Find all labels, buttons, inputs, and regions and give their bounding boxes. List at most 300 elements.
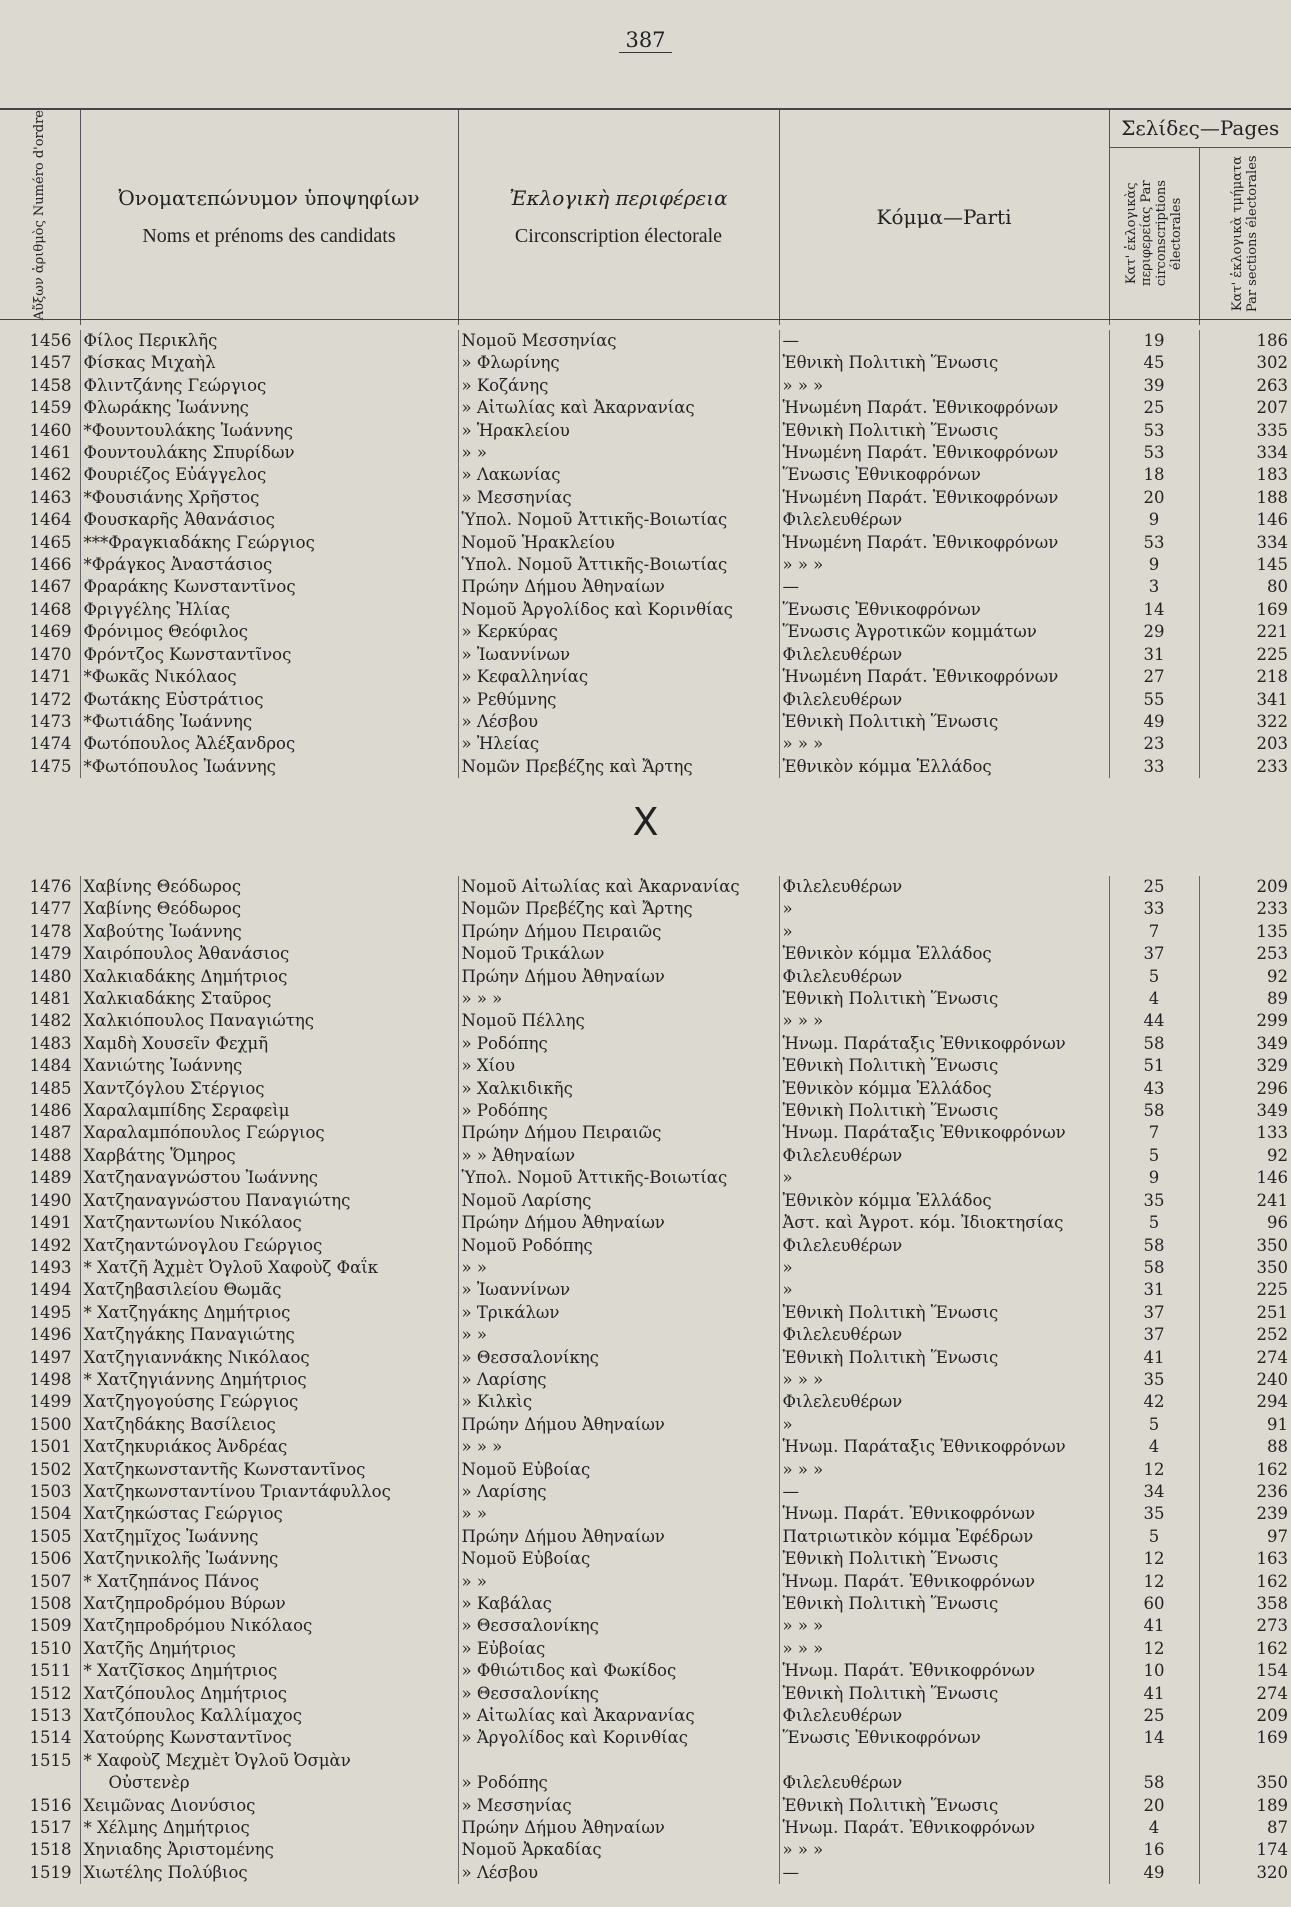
circumscription: Ὑπολ. Νομοῦ Ἀττικῆς-Βοιωτίας xyxy=(458,509,779,531)
page-circ: 25 xyxy=(1109,876,1199,898)
candidate-name: Χατζηκυριάκος Ἀνδρέας xyxy=(80,1436,458,1458)
candidate-name: Χατζῆς Δημήτριος xyxy=(80,1638,458,1660)
row-number: 1471 xyxy=(29,667,72,687)
page-circ: 25 xyxy=(1109,397,1199,419)
party: Ἡνωμένη Παράτ. Ἐθνικοφρόνων xyxy=(779,487,1109,509)
circumscription: » Φλωρίνης xyxy=(458,352,779,374)
candidate-name: Χαντζόγλου Στέργιος xyxy=(80,1078,458,1100)
page-circ: 23 xyxy=(1109,733,1199,755)
row-number: 1484 xyxy=(29,1056,72,1076)
row-number: 1469 xyxy=(29,622,72,642)
row-number: 1511 xyxy=(29,1661,72,1681)
party: Φιλελευθέρων xyxy=(779,509,1109,531)
page-section: 92 xyxy=(1199,1145,1291,1167)
page-section: 162 xyxy=(1199,1571,1291,1593)
party: Φιλελευθέρων xyxy=(779,876,1109,898)
table-row xyxy=(0,1772,1291,1794)
page-section: 169 xyxy=(1199,599,1291,621)
circumscription: » Χίου xyxy=(458,1055,779,1077)
party: » xyxy=(779,1279,1109,1301)
circumscription: Νομῶν Πρεβέζης καὶ Ἄρτης xyxy=(458,756,779,778)
page-circ: 41 xyxy=(1109,1683,1199,1705)
candidate-name: *Φουντουλάκης Ἰωάννης xyxy=(80,420,458,442)
page-circ: 39 xyxy=(1109,375,1199,397)
candidate-name: Χανιώτης Ἰωάννης xyxy=(80,1055,458,1077)
candidate-name: Χαραλαμπόπουλος Γεώργιος xyxy=(80,1122,458,1144)
candidate-name: * Χέλμης Δημήτριος xyxy=(80,1817,458,1839)
page-circ: 3 xyxy=(1109,576,1199,598)
table-row xyxy=(0,733,1291,755)
table-row xyxy=(0,1235,1291,1257)
candidate-name: Χατζηαντωνίου Νικόλαος xyxy=(80,1212,458,1234)
candidate-name: Χατζηκώστας Γεώργιος xyxy=(80,1503,458,1525)
page-circ: 5 xyxy=(1109,966,1199,988)
page-circ: 35 xyxy=(1109,1503,1199,1525)
table-row xyxy=(0,1727,1291,1749)
candidate-name: Οὐστενὲρ xyxy=(80,1772,458,1794)
party: Ἡνωμ. Παράτ. Ἐθνικοφρόνων xyxy=(779,1817,1109,1839)
candidate-name: Χιωτέλης Πολύβιος xyxy=(80,1862,458,1884)
party: Ἡνωμένη Παράτ. Ἐθνικοφρόνων xyxy=(779,442,1109,464)
table-row xyxy=(0,1683,1291,1705)
row-number: 1461 xyxy=(29,443,72,463)
candidate-name: Χαμδὴ Χουσεῖν Φεχμῆ xyxy=(80,1033,458,1055)
circumscription: Πρώην Δήμου Ἀθηναίων xyxy=(458,1212,779,1234)
circumscription: Νομοῦ Πέλλης xyxy=(458,1010,779,1032)
candidate-name: * Χατζηγάκης Δημήτριος xyxy=(80,1302,458,1324)
table-row xyxy=(0,1190,1291,1212)
party: Ἐθνικὴ Πολιτικὴ Ἕνωσις xyxy=(779,1347,1109,1369)
page-section: 350 xyxy=(1199,1257,1291,1279)
candidate-name: Χατζηβασιλείου Θωμᾶς xyxy=(80,1279,458,1301)
page-circ: 31 xyxy=(1109,1279,1199,1301)
table-row xyxy=(0,1436,1291,1458)
row-number: 1456 xyxy=(29,331,72,350)
row-number: 1500 xyxy=(29,1414,72,1434)
party: Φιλελευθέρων xyxy=(779,644,1109,666)
page-section: 320 xyxy=(1199,1862,1291,1884)
candidate-name: Φουσκαρῆς Ἀθανάσιος xyxy=(80,509,458,531)
party: — xyxy=(779,1862,1109,1884)
page-circ: 60 xyxy=(1109,1593,1199,1615)
circumscription: Ὑπολ. Νομοῦ Ἀττικῆς-Βοιωτίας xyxy=(458,1167,779,1189)
party: Ἐθνικὴ Πολιτικὴ Ἕνωσις xyxy=(779,1795,1109,1817)
candidate-name: *Φωτιάδης Ἰωάννης xyxy=(80,711,458,733)
page-section: 92 xyxy=(1199,966,1291,988)
row-number: 1514 xyxy=(29,1728,72,1748)
circumscription: » Ἀργολίδος καὶ Κορινθίας xyxy=(458,1727,779,1749)
circumscription: Νομοῦ Αἰτωλίας καὶ Ἀκαρνανίας xyxy=(458,876,779,898)
divider-symbol: X xyxy=(632,800,659,844)
party: Ἡνωμ. Παράταξις Ἐθνικοφρόνων xyxy=(779,1122,1109,1144)
row-number: 1493 xyxy=(29,1257,72,1277)
page-circ: 19 xyxy=(1109,330,1199,352)
page-section: 96 xyxy=(1199,1212,1291,1234)
party: Ἐθνικὴ Πολιτικὴ Ἕνωσις xyxy=(779,1548,1109,1570)
table-row xyxy=(0,509,1291,531)
page-section: 174 xyxy=(1199,1839,1291,1861)
circumscription: » Κεφαλληνίας xyxy=(458,666,779,688)
party: » xyxy=(779,1167,1109,1189)
party: Ἐθνικὸν κόμμα Ἑλλάδος xyxy=(779,756,1109,778)
candidate-name: *Φράγκος Ἀναστάσιος xyxy=(80,554,458,576)
row-number: 1517 xyxy=(29,1818,72,1838)
page-circ: 35 xyxy=(1109,1190,1199,1212)
page-circ: 33 xyxy=(1109,756,1199,778)
party: Ἡνωμ. Παράτ. Ἐθνικοφρόνων xyxy=(779,1503,1109,1525)
page-section: 252 xyxy=(1199,1324,1291,1346)
table-row xyxy=(0,1145,1291,1167)
page-circ: 29 xyxy=(1109,621,1199,643)
candidate-name: Χατζηγογούσης Γεώργιος xyxy=(80,1391,458,1413)
page-circ: 34 xyxy=(1109,1481,1199,1503)
row-number: 1473 xyxy=(29,711,72,731)
page-section: 209 xyxy=(1199,1705,1291,1727)
circumscription: » Κοζάνης xyxy=(458,375,779,397)
candidate-name: Χατζηαναγνώστου Ἰωάννης xyxy=(80,1167,458,1189)
row-number: 1481 xyxy=(29,989,72,1009)
page-circ: 37 xyxy=(1109,1302,1199,1324)
page-circ: 5 xyxy=(1109,1526,1199,1548)
circumscription: » Θεσσαλονίκης xyxy=(458,1347,779,1369)
page-section: 162 xyxy=(1199,1638,1291,1660)
table-row xyxy=(0,1503,1291,1525)
page-circ: 5 xyxy=(1109,1414,1199,1436)
row-number: 1502 xyxy=(29,1459,72,1479)
circumscription: » Ρεθύμνης xyxy=(458,689,779,711)
page-section: 335 xyxy=(1199,420,1291,442)
row-number: 1467 xyxy=(29,577,72,597)
page-circ: 9 xyxy=(1109,1167,1199,1189)
row-number xyxy=(0,1772,80,1794)
page-circ: 41 xyxy=(1109,1615,1199,1637)
table-row xyxy=(0,966,1291,988)
page-circ: 53 xyxy=(1109,532,1199,554)
table-row xyxy=(0,352,1291,374)
party: Ἐθνικὴ Πολιτικὴ Ἕνωσις xyxy=(779,1683,1109,1705)
page-section: 299 xyxy=(1199,1010,1291,1032)
page-circ: 44 xyxy=(1109,1010,1199,1032)
page-section: 358 xyxy=(1199,1593,1291,1615)
page-section: 349 xyxy=(1199,1033,1291,1055)
page-circ: 20 xyxy=(1109,487,1199,509)
table-row xyxy=(0,330,1291,352)
candidate-name: Χατζηκωνσταντίνου Τριαντάφυλλος xyxy=(80,1481,458,1503)
page-circ: 51 xyxy=(1109,1055,1199,1077)
party: Ἐθνικὴ Πολιτικὴ Ἕνωσις xyxy=(779,1100,1109,1122)
page-circ: 7 xyxy=(1109,921,1199,943)
table-row xyxy=(0,599,1291,621)
circumscription: Ὑπολ. Νομοῦ Ἀττικῆς-Βοιωτίας xyxy=(458,554,779,576)
page-section xyxy=(1199,1750,1291,1772)
circumscription: » » xyxy=(458,1324,779,1346)
row-number: 1490 xyxy=(29,1190,72,1210)
party: Ἕνωσις Ἐθνικοφρόνων xyxy=(779,599,1109,621)
row-number: 1492 xyxy=(29,1235,72,1255)
circumscription: Νομοῦ Ἀρκαδίας xyxy=(458,1839,779,1861)
row-number: 1477 xyxy=(29,899,72,919)
page-section: 186 xyxy=(1199,330,1291,352)
page-section: 183 xyxy=(1199,464,1291,486)
page-circ: 4 xyxy=(1109,1817,1199,1839)
page-section: 253 xyxy=(1199,943,1291,965)
candidate-name: Χατζόπουλος Δημήτριος xyxy=(80,1683,458,1705)
row-number: 1464 xyxy=(29,510,72,530)
row-number: 1510 xyxy=(29,1638,72,1658)
circumscription: » Ροδόπης xyxy=(458,1772,779,1794)
page-circ: 25 xyxy=(1109,1705,1199,1727)
candidate-name: Χατζημῖχος Ἰωάννης xyxy=(80,1526,458,1548)
page-section: 207 xyxy=(1199,397,1291,419)
circumscription: Νομοῦ Ἡρακλείου xyxy=(458,532,779,554)
circumscription: » Ἰωαννίνων xyxy=(458,1279,779,1301)
page-section: 225 xyxy=(1199,1279,1291,1301)
candidate-name: Χαιρόπουλος Ἀθανάσιος xyxy=(80,943,458,965)
candidate-name: Φριγγέλης Ἠλίας xyxy=(80,599,458,621)
party: » » » xyxy=(779,1369,1109,1391)
page-circ: 31 xyxy=(1109,644,1199,666)
page-circ: 7 xyxy=(1109,1122,1199,1144)
candidate-name: Χαραλαμπίδης Σεραφεὶμ xyxy=(80,1100,458,1122)
table-row xyxy=(0,756,1291,778)
page-circ: 37 xyxy=(1109,943,1199,965)
party xyxy=(779,1750,1109,1772)
row-number: 1457 xyxy=(29,353,72,373)
table-row xyxy=(0,1010,1291,1032)
circumscription: » Θεσσαλονίκης xyxy=(458,1683,779,1705)
page-section: 188 xyxy=(1199,487,1291,509)
page-section: 233 xyxy=(1199,756,1291,778)
party: Ἐθνικὸν κόμμα Ἑλλάδος xyxy=(779,1190,1109,1212)
page-circ: 58 xyxy=(1109,1033,1199,1055)
party: Πατριωτικὸν κόμμα Ἐφέδρων xyxy=(779,1526,1109,1548)
page-circ: 58 xyxy=(1109,1100,1199,1122)
party: Ἕνωσις Ἐθνικοφρόνων xyxy=(779,1727,1109,1749)
candidate-name: Χατζηκωνσταντῆς Κωνσταντῖνος xyxy=(80,1459,458,1481)
table-row xyxy=(0,1033,1291,1055)
table-row xyxy=(0,1414,1291,1436)
table-row xyxy=(0,1369,1291,1391)
candidate-name: Χατζηαντώνογλου Γεώργιος xyxy=(80,1235,458,1257)
page-section: 221 xyxy=(1199,621,1291,643)
page-section: 233 xyxy=(1199,898,1291,920)
table-row xyxy=(0,1660,1291,1682)
page-section: 163 xyxy=(1199,1548,1291,1570)
row-number: 1504 xyxy=(29,1504,72,1524)
party: — xyxy=(779,1481,1109,1503)
party: Ἕνωσις Ἐθνικοφρόνων xyxy=(779,464,1109,486)
page-section: 97 xyxy=(1199,1526,1291,1548)
circumscription: » Ἡρακλείου xyxy=(458,420,779,442)
candidate-name: * Χατζηπάνος Πάνος xyxy=(80,1571,458,1593)
circumscription: » Κερκύρας xyxy=(458,621,779,643)
circumscription: » Ροδόπης xyxy=(458,1033,779,1055)
header-name: Ὀνοματεπώνυμον ὑποψηφίων Noms et prénoms des candidats xyxy=(80,110,458,325)
circumscription: » » xyxy=(458,1503,779,1525)
row-number: 1499 xyxy=(29,1392,72,1412)
page-section: 91 xyxy=(1199,1414,1291,1436)
page-section: 251 xyxy=(1199,1302,1291,1324)
page-section: 145 xyxy=(1199,554,1291,576)
party: Ἐθνικὴ Πολιτικὴ Ἕνωσις xyxy=(779,420,1109,442)
candidate-name: Φουντουλάκης Σπυρίδων xyxy=(80,442,458,464)
circumscription: Νομοῦ Εὐβοίας xyxy=(458,1548,779,1570)
table-row xyxy=(0,1593,1291,1615)
party: Ἐθνικὴ Πολιτικὴ Ἕνωσις xyxy=(779,988,1109,1010)
party: Φιλελευθέρων xyxy=(779,1391,1109,1413)
circumscription: Πρώην Δήμου Ἀθηναίων xyxy=(458,966,779,988)
party: Ἀστ. καὶ Ἀγροτ. κόμ. Ἰδιοκτησίας xyxy=(779,1212,1109,1234)
row-number: 1506 xyxy=(29,1549,72,1569)
page-section: 225 xyxy=(1199,644,1291,666)
page-section: 240 xyxy=(1199,1369,1291,1391)
circumscription: Πρώην Δήμου Ἀθηναίων xyxy=(458,576,779,598)
row-number: 1491 xyxy=(29,1213,72,1233)
row-number: 1495 xyxy=(29,1302,72,1322)
table-row xyxy=(0,898,1291,920)
candidate-name: Χατζηνικολῆς Ἰωάννης xyxy=(80,1548,458,1570)
page-circ: 58 xyxy=(1109,1257,1199,1279)
row-number: 1472 xyxy=(29,689,72,709)
row-number: 1468 xyxy=(29,599,72,619)
circumscription: » » xyxy=(458,442,779,464)
party: Φιλελευθέρων xyxy=(779,689,1109,711)
page-circ: 4 xyxy=(1109,988,1199,1010)
page-section: 334 xyxy=(1199,442,1291,464)
circumscription: » Ἠλείας xyxy=(458,733,779,755)
page-section: 146 xyxy=(1199,509,1291,531)
candidate-name: Χαλκιόπουλος Παναγιώτης xyxy=(80,1010,458,1032)
page-circ: 12 xyxy=(1109,1548,1199,1570)
circumscription: » Αἰτωλίας καὶ Ἀκαρνανίας xyxy=(458,397,779,419)
page-circ: 12 xyxy=(1109,1638,1199,1660)
circumscription: Πρώην Δήμου Πειραιῶς xyxy=(458,921,779,943)
row-number: 1497 xyxy=(29,1347,72,1367)
candidate-name: Χατούρης Κωνσταντῖνος xyxy=(80,1727,458,1749)
circumscription: » » xyxy=(458,1257,779,1279)
page-circ: 5 xyxy=(1109,1212,1199,1234)
circumscription: » Χαλκιδικῆς xyxy=(458,1078,779,1100)
table-row xyxy=(0,1526,1291,1548)
party: Ἡνωμ. Παράτ. Ἐθνικοφρόνων xyxy=(779,1660,1109,1682)
table-row xyxy=(0,1615,1291,1637)
circumscription: » Μεσσηνίας xyxy=(458,487,779,509)
page-circ: 37 xyxy=(1109,1324,1199,1346)
circumscription: » Φθιώτιδος καὶ Φωκίδος xyxy=(458,1660,779,1682)
page-section: 87 xyxy=(1199,1817,1291,1839)
row-number: 1503 xyxy=(29,1481,72,1501)
row-number: 1470 xyxy=(29,644,72,664)
page-circ: 41 xyxy=(1109,1347,1199,1369)
circumscription: » Θεσσαλονίκης xyxy=(458,1615,779,1637)
page-section: 329 xyxy=(1199,1055,1291,1077)
row-number: 1462 xyxy=(29,465,72,485)
table-row xyxy=(0,1750,1291,1772)
party: » xyxy=(779,898,1109,920)
party: Φιλελευθέρων xyxy=(779,1324,1109,1346)
table-header xyxy=(0,110,1291,325)
page-circ: 27 xyxy=(1109,666,1199,688)
page-section: 263 xyxy=(1199,375,1291,397)
page-circ: 42 xyxy=(1109,1391,1199,1413)
row-number: 1480 xyxy=(29,966,72,986)
table-row xyxy=(0,554,1291,576)
table-row xyxy=(0,1795,1291,1817)
party: » » » xyxy=(779,1615,1109,1637)
page-section: 350 xyxy=(1199,1235,1291,1257)
party: » » » xyxy=(779,554,1109,576)
table-row xyxy=(0,1839,1291,1861)
table-row xyxy=(0,442,1291,464)
page-section: 218 xyxy=(1199,666,1291,688)
circumscription: Νομῶν Πρεβέζης καὶ Ἄρτης xyxy=(458,898,779,920)
candidate-name: Χατζόπουλος Καλλίμαχος xyxy=(80,1705,458,1727)
circumscription: » Μεσσηνίας xyxy=(458,1795,779,1817)
page-circ: 53 xyxy=(1109,442,1199,464)
page-section: 322 xyxy=(1199,711,1291,733)
row-number: 1501 xyxy=(29,1437,72,1457)
row-number: 1508 xyxy=(29,1594,72,1613)
circumscription: » Λαρίσης xyxy=(458,1481,779,1503)
candidate-name: Χατζηπροδρόμου Νικόλαος xyxy=(80,1615,458,1637)
candidate-name: *Φωτόπουλος Ἰωάννης xyxy=(80,756,458,778)
table-row xyxy=(0,420,1291,442)
page-section: 350 xyxy=(1199,1772,1291,1794)
circumscription: » Λαρίσης xyxy=(458,1369,779,1391)
circumscription: » Ἰωαννίνων xyxy=(458,644,779,666)
circumscription: » » Ἀθηναίων xyxy=(458,1145,779,1167)
header-pages: Σελίδες—Pages xyxy=(1109,110,1291,147)
row-number: 1483 xyxy=(29,1033,72,1053)
row-number: 1476 xyxy=(29,877,72,896)
candidate-name: Φλιντζάνης Γεώργιος xyxy=(80,375,458,397)
party: Ἐθνικὸν κόμμα Ἑλλάδος xyxy=(779,943,1109,965)
party: » » » xyxy=(779,1839,1109,1861)
party: » » » xyxy=(779,1010,1109,1032)
page-section: 203 xyxy=(1199,733,1291,755)
row-number: 1489 xyxy=(29,1168,72,1188)
page-circ: 49 xyxy=(1109,711,1199,733)
table-row xyxy=(0,1347,1291,1369)
candidate-name: *Φουσιάνης Χρῆστος xyxy=(80,487,458,509)
circumscription: » » » xyxy=(458,988,779,1010)
page-circ: 14 xyxy=(1109,599,1199,621)
circumscription: Νομοῦ Ροδόπης xyxy=(458,1235,779,1257)
table-row xyxy=(0,943,1291,965)
candidate-name: Φίσκας Μιχαὴλ xyxy=(80,352,458,374)
page-circ: 16 xyxy=(1109,1839,1199,1861)
table-row xyxy=(0,1862,1291,1884)
party: » xyxy=(779,1414,1109,1436)
row-number: 1478 xyxy=(29,921,72,941)
header-pages-sect: Κατ' ἐκλογικὰ τμήματα Par sections électorales xyxy=(1199,147,1291,325)
row-number: 1458 xyxy=(29,375,72,395)
page-circ: 58 xyxy=(1109,1235,1199,1257)
table-row xyxy=(0,1571,1291,1593)
header-pages-circ: Κατ' ἐκλογικὰς περιφερείας Par circonscriptions électorales xyxy=(1109,147,1199,325)
circumscription: Πρώην Δήμου Ἀθηναίων xyxy=(458,1526,779,1548)
page-circ: 43 xyxy=(1109,1078,1199,1100)
candidate-name: ***Φραγκιαδάκης Γεώργιος xyxy=(80,532,458,554)
party: » xyxy=(779,921,1109,943)
party: — xyxy=(779,576,1109,598)
page-circ: 12 xyxy=(1109,1459,1199,1481)
circumscription: » Κιλκὶς xyxy=(458,1391,779,1413)
page-circ: 14 xyxy=(1109,1727,1199,1749)
candidate-name: Φραράκης Κωνσταντῖνος xyxy=(80,576,458,598)
page-section: 296 xyxy=(1199,1078,1291,1100)
row-number: 1512 xyxy=(29,1683,72,1703)
